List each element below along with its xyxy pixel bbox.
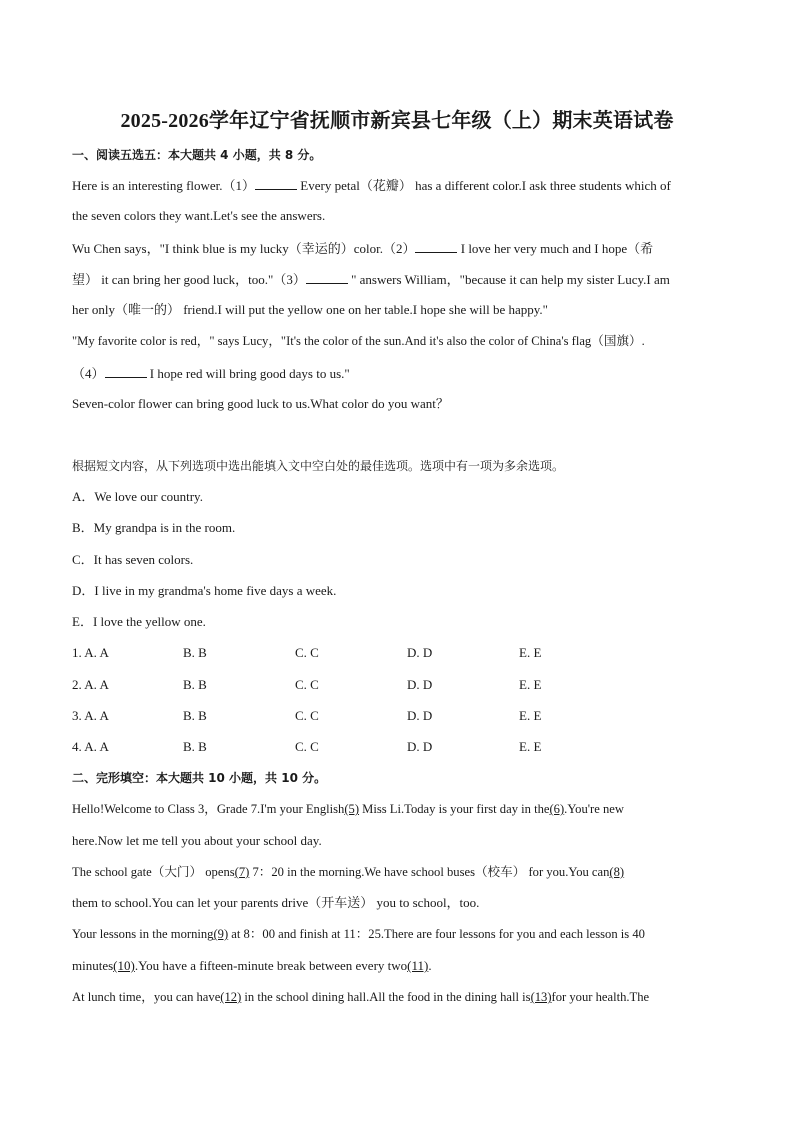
passage-line: the seven colors they want.Let's see the answers. [72, 208, 326, 223]
option-a: A．We love our country. [72, 489, 203, 504]
answer-choice[interactable]: 3. A. A [72, 708, 109, 723]
passage-text: Your lessons in the morning [72, 927, 214, 941]
blank-number: (5) [344, 802, 360, 816]
answer-choice[interactable]: B. B [183, 739, 207, 754]
passage-text: Here is an interesting flower.（1） [72, 178, 256, 193]
passage-text: Wu Chen says，"I think blue is my lucky（幸运的）color.（2） [72, 241, 416, 256]
passage-line: her only（唯一的） friend.I will put the yellow one on her table.I hope she will be happy." [72, 302, 548, 317]
passage-text: " answers William，"because it can help my sister Lucy.I am [347, 272, 670, 287]
answer-choice[interactable]: B. B [183, 677, 207, 692]
passage-line [72, 864, 732, 880]
passage-text: .You're new [564, 802, 624, 816]
blank-number: (12) [220, 990, 242, 1004]
answer-blank [255, 177, 297, 190]
answer-choice[interactable]: B. B [183, 708, 207, 723]
passage-text: in the school dining hall.All the food in the dining hall is [241, 990, 531, 1004]
blank-number: (7) [234, 865, 250, 879]
answer-blank [105, 365, 147, 378]
answer-choice[interactable]: C. C [295, 645, 319, 660]
answer-choice[interactable]: 2. A. A [72, 677, 109, 692]
blank-number: (9) [213, 927, 229, 941]
passage-text: minutes [72, 958, 114, 973]
passage-text: 7：20 in the morning.We have school buses（校车） for you.You can [249, 865, 610, 879]
exam-title: 2025-2026学年辽宁省抚顺市新宾县七年级（上）期末英语试卷 [120, 110, 674, 132]
answer-choice[interactable]: E. E [519, 645, 542, 660]
answer-choice[interactable]: D. D [407, 739, 433, 754]
passage-text: Hello!Welcome to Class 3，Grade 7.I'm your English [72, 802, 345, 816]
answer-choice[interactable]: 1. A. A [72, 645, 109, 660]
passage-text: at 8：00 and finish at 11：25.There are four lessons for you and each lesson is 40 [228, 927, 645, 941]
passage-text: I love her very much and I hope（希 [457, 241, 654, 256]
answer-choice[interactable]: B. B [183, 645, 207, 660]
passage-line [72, 801, 732, 817]
passage-line [72, 926, 732, 942]
answer-choice[interactable]: D. D [407, 708, 433, 723]
answer-blank [415, 240, 457, 253]
answer-choice[interactable]: C. C [295, 677, 319, 692]
passage-text: The school gate（大门） opens [72, 865, 235, 879]
passage-text: Miss Li.Today is your first day in the [359, 802, 550, 816]
section2-heading: 二、完形填空：本大题共 10 小题，共 10 分。 [72, 771, 327, 785]
passage-line: "My favorite color is red，" says Lucy，"It's the color of the sun.And it's also the color of China's flag（国旗）. [72, 334, 645, 348]
passage-text: . [428, 958, 432, 973]
option-e: E．I love the yellow one. [72, 614, 206, 629]
passage-text: 望） it can bring her good luck，too."（3） [72, 272, 306, 287]
passage-text: for your health.The [551, 990, 650, 1004]
passage-line [72, 271, 732, 288]
answer-choice[interactable]: E. E [519, 708, 542, 723]
answer-blank [306, 271, 348, 284]
answer-choice[interactable]: C. C [295, 708, 319, 723]
passage-line [72, 365, 732, 382]
passage-text: .You have a fifteen-minute break between every two [134, 958, 408, 973]
option-b: B．My grandpa is in the room. [72, 520, 236, 535]
passage-line [72, 240, 732, 257]
passage-text: I hope red will bring good days to us." [146, 366, 350, 381]
answer-choice[interactable]: D. D [407, 645, 433, 660]
blank-number: (13) [530, 990, 552, 1004]
answer-choice[interactable]: 4. A. A [72, 739, 109, 754]
passage-line: them to school.You can let your parents drive（开车送） you to school，too. [72, 895, 480, 910]
section1-heading: 一、阅读五选五：本大题共 4 小题，共 8 分。 [72, 148, 322, 162]
passage-line [72, 958, 732, 974]
passage-line [72, 989, 732, 1005]
blank-number: (6) [549, 802, 565, 816]
passage-line: Seven-color flower can bring good luck to us.What color do you want？ [72, 396, 449, 411]
passage-line: here.Now let me tell you about your school day. [72, 833, 322, 848]
option-d: D．I live in my grandma's home five days a week. [72, 583, 337, 598]
answer-choice[interactable]: D. D [407, 677, 433, 692]
blank-number: (8) [609, 865, 625, 879]
passage-text: Every petal（花瓣） has a different color.I ask three students which of [297, 178, 671, 193]
answer-choice[interactable]: C. C [295, 739, 319, 754]
passage-text: （4） [72, 366, 105, 381]
blank-number: (10) [113, 958, 135, 973]
blank-number: (11) [407, 958, 429, 973]
passage-text: At lunch time，you can have [72, 990, 221, 1004]
answer-choice[interactable]: E. E [519, 677, 542, 692]
option-c: C．It has seven colors. [72, 552, 194, 567]
instruction-text: 根据短文内容，从下列选项中选出能填入文中空白处的最佳选项。选项中有一项为多余选项。 [72, 459, 565, 473]
answer-choice[interactable]: E. E [519, 739, 542, 754]
passage-line [72, 177, 732, 194]
